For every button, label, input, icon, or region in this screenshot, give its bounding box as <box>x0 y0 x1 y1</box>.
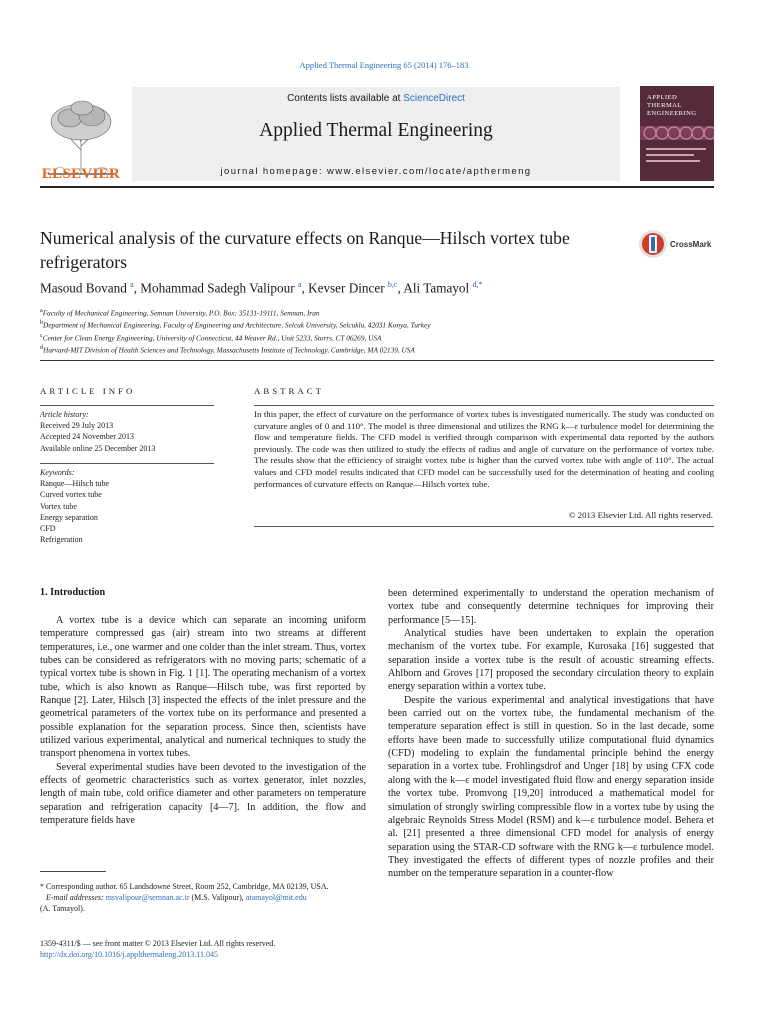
keyword-item: CFD <box>40 524 56 534</box>
author-name: Masoud Bovand <box>40 280 131 296</box>
keyword-item: Curved vortex tube <box>40 490 102 500</box>
affiliation-item <box>40 318 720 330</box>
affiliation-marker: d <box>40 345 44 352</box>
author-affiliation-marker[interactable]: a <box>297 280 302 289</box>
keyword-item: Vortex tube <box>40 501 77 511</box>
affiliation-item <box>40 306 720 318</box>
affiliation-text: Center for Clean Energy Engineering, University of Connecticut, 44 Weaver Rd., Unit 5233, Storrs, CT 06269, USA <box>42 333 382 343</box>
affiliation-marker: c <box>40 332 43 339</box>
cover-title: APPLIED THERMAL ENGINEERING <box>647 94 697 117</box>
affiliation-item <box>40 331 720 343</box>
article-info-rule <box>40 405 214 406</box>
affiliation-text: Faculty of Mechanical Engineering, Semnan University, P.O. Box: 35131-19111, Semnan, Iran <box>42 308 320 318</box>
body-column-left <box>40 614 366 828</box>
keywords-rule <box>40 463 214 464</box>
email-link-valipour[interactable]: msvalipour@semnan.ac.ir <box>105 893 190 903</box>
email-link-tamayol[interactable]: atamayol@mit.edu <box>245 893 307 903</box>
author-name: Mohammad Sadegh Valipour <box>140 280 298 296</box>
affiliation-item <box>40 343 720 355</box>
author-affiliation-marker[interactable]: d,* <box>472 280 483 289</box>
body-paragraph: Several experimental studies have been devoted to the investigation of the effects of geometric characteristics such as vortex generator, inlet nozzles, length of main tube, cold orifice diameter and other parameters on temperature separation and refrigeration capacity [4—7]. In addition, the flow and temperature fields have <box>40 761 366 827</box>
journal-homepage[interactable]: journal homepage: www.elsevier.com/locate/apthermeng <box>220 166 532 177</box>
journal-cover-thumbnail[interactable] <box>640 86 714 181</box>
author-affiliation-marker[interactable]: a <box>130 280 134 289</box>
corresponding-author-footnote <box>40 881 366 915</box>
body-paragraph: A vortex tube is a device which can separate an incoming uniform temperature compressed gas (air) stream into two streams at different temperatures, i.e., one warmer and one colder than the inlet stream. Thus, vortex tubes can be considered as refrigerators with no moving parts; schematic of a typical vortex tube is shown in Fig. 1 [1]. The operating mechanism of a vortex tube, which is also known as Ranque—Hilsch tube, was first reported by Ranque [2]. Later, Hilsch [3] inspected the effects of the inlet pressure and the geometrical parameters of the vortex tube on its performance and presented a possible explanation for the separation process. Since then, scientists have utilized various experimental, analytical and numerical techniques to study the transport phenomena in vortex tubes. <box>40 615 366 760</box>
email-label: E-mail addresses: <box>46 893 106 903</box>
section-heading-introduction: 1. Introduction <box>40 587 106 598</box>
keyword-item: Ranque—Hilsch tube <box>40 479 110 489</box>
article-title: Numerical analysis of the curvature effects on Ranque—Hilsch vortex tube refrigerators <box>40 228 570 272</box>
section-rule <box>40 360 714 361</box>
contents-line <box>132 93 620 104</box>
doi-link[interactable]: http://dx.doi.org/10.1016/j.applthermaleng.2013.11.045 <box>40 950 218 960</box>
keywords-label: Keywords: <box>40 468 75 477</box>
front-matter <box>40 938 366 960</box>
history-received: Received 29 July 2013 <box>40 421 114 431</box>
author-separator: , <box>397 280 404 296</box>
author-name: Ali Tamayol <box>403 280 473 296</box>
abstract-heading: ABSTRACT <box>254 386 324 396</box>
history-label: Article history: <box>40 410 89 419</box>
abstract-text: In this paper, the effect of curvature on the performance of vortex tubes is investigated numerically. The study was conducted on curvature angles of 0 and 110°. The model is three dimensional and utilizes the RNG k—ε turbulence model for determining the flow and temperature fields. The CFD model is verified through comparison with experimental data reported by the authors previously. The code was then utilized to study the effects of radius and angle of curvature on the performance of vortex tube. The results show that the efficiency of straight vortex tube is higher than the curved vortex tube with angle of 110°. The actual values and CFD model results indicated that CFD model can be successfully used for the determination of heating and cooling performances of curvature effects on Ranque—Hilsch vortex tube. <box>254 409 714 489</box>
publisher-wordmark: ELSEVIER <box>41 166 121 182</box>
header-rule <box>40 186 714 188</box>
body-paragraph: Analytical studies have been undertaken to explain the operation mechanism of the vortex tube. For example, Kurosaka [16] suggested that separation inside a vortex tube is the result of acoustic streaming effects. Ahlborn and Groves [17] proposed the secondary circulation theory to explain energy separation within a vortex tube. <box>388 628 714 693</box>
affiliation-text: Department of Mechanical Engineering, Faculty of Engineering and Architecture, Selcuk University, Selcuklu, 42031 Konya, Turkey <box>43 320 431 330</box>
abstract-rule <box>254 405 714 406</box>
keywords-block <box>40 467 214 545</box>
abstract-end-rule <box>254 526 714 527</box>
body-column-right <box>388 587 714 881</box>
affiliation-list <box>40 306 720 356</box>
abstract-copyright: © 2013 Elsevier Ltd. All rights reserved. <box>568 510 713 520</box>
author-list <box>40 280 482 296</box>
footnote-emails <box>40 892 366 903</box>
email-owner-tamayol: (A. Tamayol). <box>40 904 85 914</box>
affiliation-marker: a <box>40 308 43 314</box>
body-paragraph: been determined experimentally to understand the operation mechanism of vortex tube and consequently determine techniques for improving their performance [5—15]. <box>388 588 714 626</box>
issn-line: 1359-4311/$ — see front matter © 2013 Elsevier Ltd. All rights reserved. <box>40 939 276 948</box>
article-info-heading: ARTICLE INFO <box>40 386 136 396</box>
footnote-address: * Corresponding author. 65 Landsdowne Street, Room 252, Cambridge, MA 02139, USA. <box>40 882 329 891</box>
body-paragraph: Despite the various experimental and analytical investigations that have been carried out on the vortex tube, the fundamental mechanism of the temperature separation effect is still in question. So in the last decade, some efforts have been made to successfully utilize computational fluid dynamics (CFD) modeling to explain the fundamental principle behind the energy separation in a vortex tube. Frohlingsdrof and Unger [18] by using CFX code along with the k—ε model investigated fluid flow and energy separation inside the vortex tube. Promvong [19,20] introduced a mathematical model for simulation of strongly swirling compressible flow in a vortex tube by using the algebraic Reynolds Stress Model (RSM) and k—ε turbulence model. Behera et al. [21] presented a three dimensional CFD model for analysis of energy separation using the STAR-CD software with the RNG k—ε turbulence model. They investigated the effects of different types of nozzle profiles and their number on the temperature separation in a counter-flow <box>388 694 714 880</box>
journal-name: Applied Thermal Engineering <box>259 120 493 141</box>
keyword-item: Energy separation <box>40 512 98 522</box>
author-name: Kevser Dincer <box>308 280 388 296</box>
contents-prefix: Contents lists available at <box>287 93 404 104</box>
keyword-item: Refrigeration <box>40 535 83 545</box>
author-separator: , <box>133 280 141 296</box>
history-online: Available online 25 December 2013 <box>40 443 156 453</box>
affiliation-text: Harvard-MIT Division of Health Sciences and Technology, Massachusetts Institute of Technology, Cambridge, MA 02139, USA <box>43 345 415 355</box>
author-affiliation-marker[interactable]: b,c <box>387 280 398 289</box>
author-separator: , <box>301 280 309 296</box>
email-owner-valipour: (M.S. Valipour), <box>189 893 246 903</box>
crossmark-label[interactable]: CrossMark <box>670 240 712 249</box>
history-accepted: Accepted 24 November 2013 <box>40 432 134 442</box>
affiliation-marker: b <box>40 320 44 327</box>
sciencedirect-link[interactable]: ScienceDirect <box>403 93 465 104</box>
footnote-rule <box>40 871 106 872</box>
article-history <box>40 409 214 454</box>
journal-citation-link[interactable]: Applied Thermal Engineering 65 (2014) 176–183 <box>299 60 469 70</box>
